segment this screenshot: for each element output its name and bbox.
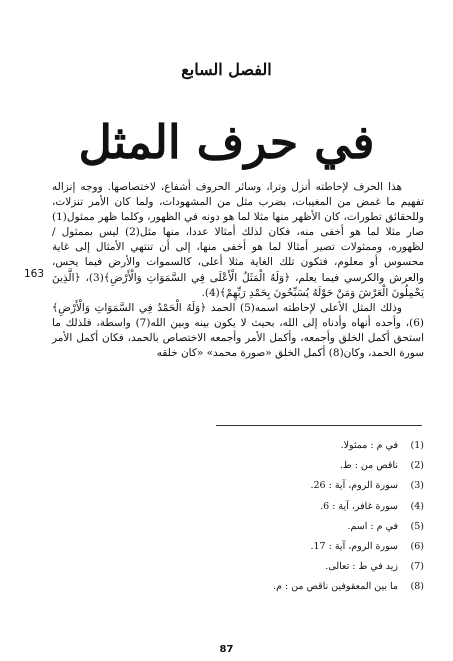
- footnote-number: (8): [410, 581, 424, 593]
- paragraph: وذلك المثل الأعلى لإحاطته اسمه(5) الحمد ﴿وَلَهُ الْحَمْدُ فِي السَّمَوَاتِ وَالْأَرْضِ﴾(6)، وأحده أنهاه وأدناه إلى الله، بحيث لا يكون بينه وبين الله(7) واسطة، فلذلك ما استحق أكمل الخلق وأجمعه، وأكمل الأمر وأجمعه الاختصاص بالحمد، فكان أكمل الأمر سورة الحمد، وكان(8) أكمل الخلق «صورة محمد» «كان خلقه: [52, 301, 424, 360]
- footnote: [52, 517, 424, 537]
- footnote: [52, 436, 424, 456]
- footnote-number: (1): [410, 440, 424, 451]
- footnotes-list: [52, 436, 424, 598]
- footnote: [52, 476, 424, 496]
- footnote-number: (2): [410, 460, 424, 472]
- footnote-text: زيد في ط : تعالى.: [325, 561, 398, 573]
- footnote: [52, 497, 424, 517]
- page-number: 87: [219, 644, 234, 655]
- footnote-text: سورة الروم، آية : 26.: [310, 480, 398, 492]
- footnote-number: (7): [410, 561, 424, 573]
- footnote-number: (6): [410, 541, 424, 553]
- footnote-text: سورة الروم، آية : 17.: [310, 541, 398, 553]
- margin-page-reference: 163: [24, 268, 45, 280]
- chapter-heading: الفصل السابع: [181, 60, 272, 79]
- footnote-text: في م : ممثولا.: [340, 440, 398, 451]
- footnote: [52, 456, 424, 476]
- section-title: في حرف المثل: [78, 115, 375, 169]
- paragraph: هذا الحرف لإحاطته أنزل وترا، وسائر الحروف أشفاع، لاختصاصها. ووجه إنزاله تفهيم ما غمض من المغيبات، بضرب مثل من المشهودات، ولما كان الأمر تنزلات، وللحقائق تطورات، كان الأظهر منها مثلا لما هو دونه في الظهور، وكلما ظهر ممثول(1) صار مثلا لما هو أخفى منه، فكان لذلك أمثالا عددا، منها مثل(2) ليس بممثول / لظهوره، وممثولات تصير أمثالا لما هو أخفى منها، إلى أن تنتهي الأمثال إلى غاية محسوس أو معلوم، فتكون تلك الغاية مثلا أعلى، كالسموات والأرض فيما يحس، والعرش والكرسي فيما يعلم، ﴿وَلَهُ الْمَثَلُ الْأَعْلَى فِي السَّمَوَاتِ وَالْأَرْضِ﴾(3)، ﴿الَّذِينَ يَحْمِلُونَ الْعَرْشَ وَمَنْ حَوْلَهُ يُسَبِّحُونَ بِحَمْدِ رَبِّهِمْ﴾(4).: [52, 181, 424, 299]
- footnote-divider: [216, 425, 422, 426]
- footnote-text: سورة غافر، آية : 6.: [320, 500, 398, 512]
- footnote-text: ما بين المعقوفين ناقص من : م.: [273, 581, 398, 593]
- footnote: [52, 557, 424, 577]
- body-text: [52, 180, 424, 361]
- footnote-number: (5): [410, 520, 424, 532]
- footnote-number: (3): [410, 480, 424, 492]
- footnote: [52, 577, 424, 597]
- footnote-number: (4): [410, 500, 424, 512]
- footnote-text: في م : اسم.: [347, 520, 398, 532]
- footnote: [52, 537, 424, 557]
- footnote-text: ناقص من : ط.: [339, 460, 398, 472]
